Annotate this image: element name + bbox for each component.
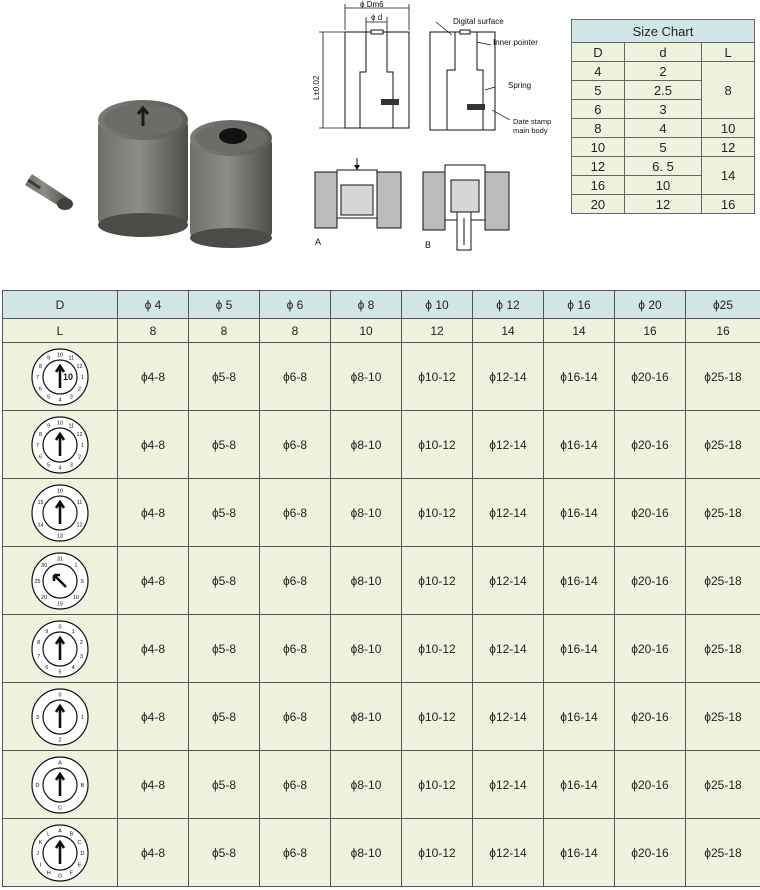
value-cell: ϕ4-8: [118, 683, 189, 751]
date-stamp-photo-2: [190, 120, 272, 248]
value-cell: ϕ6-8: [260, 615, 331, 683]
dial-ring-label: 9: [45, 628, 49, 635]
dial-cell: [3, 683, 118, 751]
dial-ring-label: 3: [35, 714, 40, 721]
dial-ring-label: C: [58, 805, 62, 811]
d-row-label: D: [3, 291, 118, 319]
dial-ring-label: 4: [71, 664, 75, 671]
value-cell: ϕ5-8: [189, 615, 260, 683]
dial-center-label: 10: [62, 371, 74, 382]
l-cell: 8: [189, 319, 260, 343]
value-cell: ϕ25-18: [686, 479, 760, 547]
table-row: [3, 547, 760, 615]
value-cell: ϕ5-8: [189, 411, 260, 479]
value-cell: ϕ25-18: [686, 343, 760, 411]
size-chart-cell: 16: [572, 176, 625, 195]
value-cell: ϕ5-8: [189, 343, 260, 411]
size-chart-cell: 10: [572, 138, 625, 157]
size-chart-title: Size Chart: [572, 20, 755, 43]
d-header-cell: ϕ25: [686, 291, 760, 319]
spring-symbol-left: [381, 99, 399, 105]
value-cell: ϕ10-12: [402, 343, 473, 411]
d-header-cell: ϕ 10: [402, 291, 473, 319]
dial-ring-label: L: [47, 831, 51, 837]
d-header-cell: ϕ 5: [189, 291, 260, 319]
value-cell: ϕ20-16: [615, 411, 686, 479]
size-chart-cell: 6. 5: [624, 157, 701, 176]
d-header-row: [3, 291, 760, 319]
value-cell: ϕ5-8: [189, 683, 260, 751]
dial-cell: [3, 547, 118, 615]
size-chart-cell: 16: [702, 195, 755, 214]
value-cell: ϕ4-8: [118, 411, 189, 479]
size-chart-cell: 5: [572, 81, 625, 100]
value-cell: ϕ8-10: [331, 615, 402, 683]
dial-ring-label: 5: [80, 578, 85, 585]
label-b: B: [425, 240, 432, 250]
dial-ring-label: 11: [68, 423, 75, 429]
dial-ring-label: B: [69, 831, 74, 837]
size-chart-cell: 12: [702, 138, 755, 157]
dial-ring-label: 4: [58, 397, 62, 403]
d-header-cell: ϕ 8: [331, 291, 402, 319]
dial-ring-label: H: [46, 870, 51, 876]
size-chart-cell: 8: [572, 119, 625, 138]
value-cell: ϕ20-16: [615, 751, 686, 819]
value-cell: ϕ10-12: [402, 819, 473, 887]
dial-ring-label: 15: [37, 499, 44, 506]
dial-ring-label: 11: [76, 499, 83, 506]
dial-ring-label: A: [58, 760, 62, 766]
inner-pointer-pin-photo: [25, 174, 73, 210]
value-cell: ϕ10-12: [402, 615, 473, 683]
dial-ring-label: 6: [45, 664, 49, 671]
value-cell: ϕ16-14: [544, 547, 615, 615]
dial-ring-label: 12: [76, 431, 83, 438]
size-chart-cell: 2.5: [624, 81, 701, 100]
dial-ring-label: 2: [77, 453, 82, 460]
dial-ring-label: 4: [58, 465, 62, 471]
value-cell: ϕ20-16: [615, 615, 686, 683]
dial-ring-label: J: [36, 850, 39, 857]
spring-label: Spring: [508, 81, 532, 90]
value-cell: ϕ8-10: [331, 411, 402, 479]
dial-icon: [30, 755, 90, 815]
dial-ring-label: 12: [76, 363, 83, 370]
size-chart-header-d-lower: d: [624, 43, 701, 62]
d-header-cell: ϕ 16: [544, 291, 615, 319]
dial-ring-label: 3: [79, 653, 83, 660]
l-cell: 10: [331, 319, 402, 343]
size-chart-cell: 4: [572, 62, 625, 81]
dial-ring-label: 5: [47, 394, 51, 400]
l-cell: 16: [615, 319, 686, 343]
dial-ring-label: 10: [72, 594, 79, 601]
l-cell: 16: [686, 319, 760, 343]
value-cell: ϕ8-10: [331, 343, 402, 411]
label-a: A: [315, 237, 322, 247]
value-cell: ϕ12-14: [473, 683, 544, 751]
value-cell: ϕ12-14: [473, 411, 544, 479]
dial-ring-label: 2: [79, 639, 83, 646]
dial-ring-label: 25: [34, 578, 41, 585]
l-cell: 14: [544, 319, 615, 343]
d-header-cell: ϕ 12: [473, 291, 544, 319]
dial-ring-label: E: [77, 861, 82, 868]
value-cell: ϕ6-8: [260, 479, 331, 547]
l-cell: 14: [473, 319, 544, 343]
dial-ring-label: 1: [71, 628, 75, 635]
dial-ring-label: 10: [56, 488, 64, 494]
value-cell: ϕ16-14: [544, 343, 615, 411]
value-cell: ϕ5-8: [189, 819, 260, 887]
value-cell: ϕ4-8: [118, 819, 189, 887]
value-cell: ϕ10-12: [402, 683, 473, 751]
dial-ring-label: 11: [68, 355, 75, 361]
value-cell: ϕ8-10: [331, 683, 402, 751]
value-cell: ϕ20-16: [615, 479, 686, 547]
value-cell: ϕ20-16: [615, 819, 686, 887]
dial-ring-label: 1: [74, 562, 78, 569]
size-chart-cell: 2: [624, 62, 701, 81]
value-cell: ϕ6-8: [260, 819, 331, 887]
value-cell: ϕ16-14: [544, 819, 615, 887]
dial-icon: [30, 619, 90, 679]
dial-ring-label: 1: [80, 442, 85, 449]
value-cell: ϕ20-16: [615, 547, 686, 615]
value-cell: ϕ4-8: [118, 751, 189, 819]
d-header-cell: ϕ 20: [615, 291, 686, 319]
value-cell: ϕ5-8: [189, 751, 260, 819]
technical-drawing: [305, 0, 560, 260]
digital-surface-label: Digital surface: [453, 17, 504, 26]
dial-ring-label: 15: [56, 601, 64, 607]
value-cell: ϕ6-8: [260, 751, 331, 819]
dial-ring-label: 7: [37, 653, 41, 660]
l-cell: 12: [402, 319, 473, 343]
dial-ring-label: G: [57, 873, 63, 879]
size-chart-header-l: L: [702, 43, 755, 62]
dial-ring-label: 30: [41, 562, 48, 569]
dial-ring-label: 20: [41, 594, 48, 601]
dial-icon: [30, 415, 90, 475]
dial-ring-label: B: [80, 782, 85, 789]
dial-ring-label: 8: [38, 431, 43, 438]
d-header-cell: ϕ 4: [118, 291, 189, 319]
dial-icon: [30, 687, 90, 747]
dial-ring-label: 7: [35, 442, 40, 449]
value-cell: ϕ25-18: [686, 615, 760, 683]
value-cell: ϕ4-8: [118, 615, 189, 683]
section-b: [423, 165, 509, 250]
dial-ring-label: 5: [47, 462, 51, 468]
value-cell: ϕ20-16: [615, 683, 686, 751]
value-cell: ϕ4-8: [118, 479, 189, 547]
value-cell: ϕ4-8: [118, 343, 189, 411]
dial-ring-label: 2: [58, 737, 62, 743]
dial-ring-label: 9: [47, 423, 51, 429]
size-chart-cell: 8: [702, 62, 755, 119]
dial-ring-label: K: [38, 839, 43, 846]
dial-cell: [3, 411, 118, 479]
size-chart-cell: 10: [702, 119, 755, 138]
value-cell: ϕ8-10: [331, 819, 402, 887]
value-cell: ϕ16-14: [544, 683, 615, 751]
dial-ring-label: 10: [56, 352, 64, 358]
main-spec-table: [2, 290, 760, 887]
dial-ring-label: F: [69, 870, 73, 876]
value-cell: ϕ16-14: [544, 615, 615, 683]
dial-cell: [3, 751, 118, 819]
dial-ring-label: 1: [80, 714, 85, 721]
l-cell: 8: [260, 319, 331, 343]
l-row: [3, 319, 760, 343]
table-row: [3, 751, 760, 819]
dial-cell: [3, 479, 118, 547]
table-row: [3, 819, 760, 887]
size-chart-cell: 14: [702, 157, 755, 195]
value-cell: ϕ16-14: [544, 479, 615, 547]
dial-ring-label: 0: [58, 692, 62, 698]
size-chart-cell: 3: [624, 100, 701, 119]
value-cell: ϕ12-14: [473, 547, 544, 615]
dial-ring-label: 2: [77, 385, 82, 392]
l-row-label: L: [3, 319, 118, 343]
value-cell: ϕ10-12: [402, 547, 473, 615]
value-cell: ϕ12-14: [473, 819, 544, 887]
value-cell: ϕ12-14: [473, 615, 544, 683]
table-row: [3, 411, 760, 479]
dial-cell: [3, 615, 118, 683]
value-cell: ϕ10-12: [402, 411, 473, 479]
dial-ring-label: D: [80, 850, 85, 857]
product-photo: [10, 90, 300, 250]
data-rows: [3, 343, 760, 887]
dial-ring-label: 0: [58, 624, 62, 630]
value-cell: ϕ12-14: [473, 751, 544, 819]
dial-ring-label: 8: [37, 639, 41, 646]
dial-cell: [3, 819, 118, 887]
dial-ring-label: 7: [35, 374, 40, 381]
value-cell: ϕ5-8: [189, 547, 260, 615]
dial-ring-label: 31: [56, 556, 64, 562]
dial-ring-label: 14: [37, 521, 44, 528]
dial-ring-label: 13: [56, 533, 64, 539]
table-row: [3, 615, 760, 683]
size-chart-cell: 5: [624, 138, 701, 157]
d-label: ϕ d: [371, 13, 383, 22]
l-label: L±0.02: [312, 75, 321, 100]
value-cell: ϕ25-18: [686, 819, 760, 887]
size-chart-cell: 4: [624, 119, 701, 138]
dial-icon: [30, 483, 90, 543]
value-cell: ϕ10-12: [402, 479, 473, 547]
spring-symbol-right: [467, 104, 485, 110]
size-chart-table: [571, 19, 755, 214]
dial-ring-label: 6: [38, 453, 43, 460]
value-cell: ϕ12-14: [473, 343, 544, 411]
date-stamp-photo-1: [98, 100, 188, 237]
dial-ring-label: 10: [56, 420, 64, 426]
value-cell: ϕ8-10: [331, 547, 402, 615]
value-cell: ϕ16-14: [544, 751, 615, 819]
dial-ring-label: I: [39, 861, 42, 868]
value-cell: ϕ20-16: [615, 343, 686, 411]
size-chart-cell: 10: [624, 176, 701, 195]
dial-ring-label: 9: [47, 355, 51, 361]
dial-icon: [30, 347, 90, 407]
value-cell: ϕ6-8: [260, 683, 331, 751]
table-row: [3, 479, 760, 547]
size-chart-cell: 20: [572, 195, 625, 214]
size-chart-header-d-upper: D: [572, 43, 625, 62]
size-chart-cell: 12: [572, 157, 625, 176]
value-cell: ϕ25-18: [686, 751, 760, 819]
dial-cell: [3, 343, 118, 411]
dial-icon: [30, 551, 90, 611]
dial-ring-label: 8: [38, 363, 43, 370]
inner-pointer-label: Inner pointer: [493, 38, 538, 47]
value-cell: ϕ6-8: [260, 411, 331, 479]
dial-ring-label: 1: [80, 374, 85, 381]
value-cell: ϕ8-10: [331, 479, 402, 547]
value-cell: ϕ16-14: [544, 411, 615, 479]
dial-ring-label: C: [77, 839, 82, 846]
value-cell: ϕ4-8: [118, 547, 189, 615]
dial-ring-label: A: [58, 828, 62, 834]
dial-icon: [30, 823, 90, 883]
date-stamp-label-2: main body: [513, 126, 548, 135]
value-cell: ϕ25-18: [686, 547, 760, 615]
size-chart-cell: 6: [572, 100, 625, 119]
dial-ring-label: D: [35, 782, 40, 789]
table-row: [3, 343, 760, 411]
value-cell: ϕ12-14: [473, 479, 544, 547]
value-cell: ϕ25-18: [686, 683, 760, 751]
date-stamp-label-1: Date stamp: [513, 117, 552, 126]
dial-ring-label: 6: [38, 385, 43, 392]
dial-ring-label: 3: [69, 394, 73, 400]
section-a: [315, 158, 401, 228]
size-chart-cell: 12: [624, 195, 701, 214]
value-cell: ϕ6-8: [260, 547, 331, 615]
l-cell: 8: [118, 319, 189, 343]
table-row: [3, 683, 760, 751]
dm-label: ϕ Dm6: [360, 0, 384, 9]
dial-ring-label: 12: [76, 521, 83, 528]
value-cell: ϕ6-8: [260, 343, 331, 411]
dial-ring-label: 5: [58, 669, 62, 675]
dial-ring-label: 3: [69, 462, 73, 468]
value-cell: ϕ25-18: [686, 411, 760, 479]
value-cell: ϕ8-10: [331, 751, 402, 819]
value-cell: ϕ5-8: [189, 479, 260, 547]
d-header-cell: ϕ 6: [260, 291, 331, 319]
value-cell: ϕ10-12: [402, 751, 473, 819]
